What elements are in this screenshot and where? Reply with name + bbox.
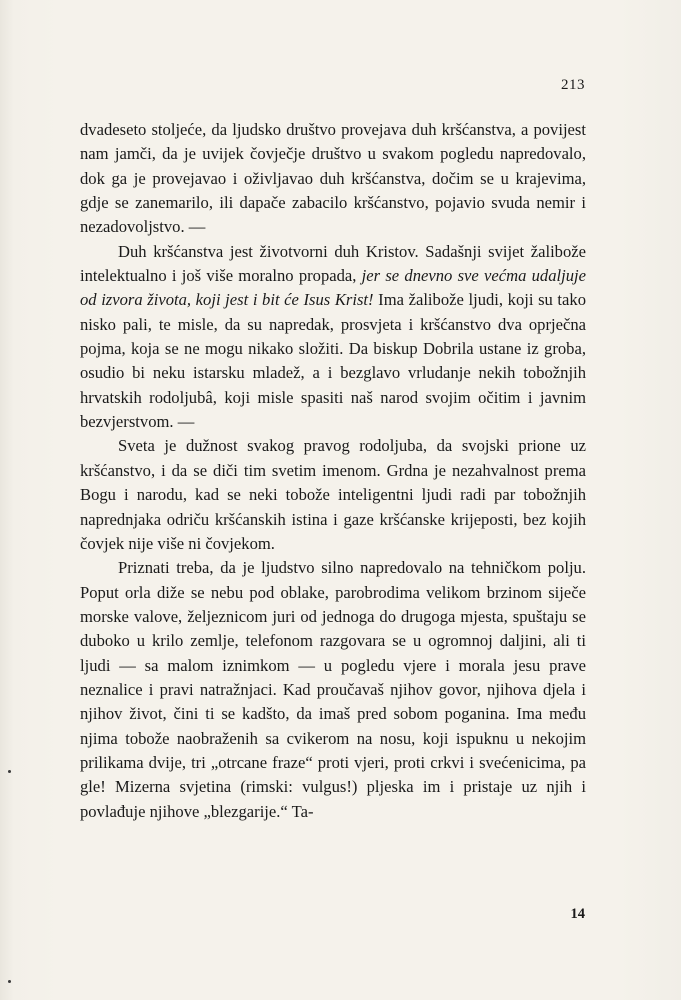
margin-speck: [8, 770, 11, 773]
paragraph-text: Priznati treba, da je ljudstvo silno napredovalo na tehničkom polju. Poput orla diže se nebu pod oblake, parobrodima velikom brzinom siječe morske valove, željeznicom juri od jednoga do drugoga mjesta, spuštaju se duboko u krilo zemlje, telefonom razgovara se u ogromnoj daljini, ali ti ljudi — sa malom iznimkom — u pogledu vjere i morala jesu prave neznalice i pravi natražnjaci. Kad proučavaš njihov govor, njihova djela i njihov život, čini ti se kadšto, da imaš pred sobom poganina. Ima među njima tobože naobraženih sa cvikerom na nosu, koji ispuknu u nekojim prilikama dvije, tri „otrcane fraze“ proti vjeri, proti crkvi i svećenicima, pa gle! Mizerna svjetina (rimski: vulgus!) pljeska im i pristaje uz njih i povlađuje njihove „blezgarije.“ Ta-: [80, 558, 586, 821]
paragraph: [80, 556, 586, 824]
body-text: [80, 118, 586, 824]
paragraph: [80, 434, 586, 556]
paragraph-text: Duh kršćanstva jest životvorni duh Kristov. Sadašnji svijet žalibože intelektualno i još više moralno propada,: [80, 241, 586, 286]
paragraph: [80, 118, 586, 240]
signature-mark: 14: [570, 906, 585, 922]
paragraph-text: Sveta je dužnost svakog pravog rodoljuba, da svojski prione uz kršćanstvo, i da se diči tim svetim imenom. Grdna je nezahvalnost prema Bogu i narodu, kad se neki tobože inteligentni ljudi radi par tobožnjih naprednjaka odriču kršćanskih istina i gaze kršćanske krijeposti, bez kojih čovjek nije više ni čovjekom.: [80, 436, 586, 553]
paragraph-text: Ima žalibože ljudi, koji su tako nisko pali, te misle, da su napredak, prosvjeta i kršćanstvo dva oprječna pojma, koja se ne mogu nikako složiti. Da biskup Dobrila ustane iz groba, osudio bi neku istarsku mladež, a i bezglavo vrludanje nekih tobožnjih hrvatskih rodoljubâ, koji misle spasiti naš narod svojim očitim i javnim bezvjerstvom. —: [80, 290, 586, 432]
margin-speck: [8, 980, 11, 983]
italic-emphasis: jer se dnevno sve većma udaljuje od izvora života, koji jest i bit će Isus Krist!: [80, 266, 586, 310]
page-number: 213: [561, 77, 585, 93]
paragraph-text: dvadeseto stoljeće, da ljudsko društvo provejava duh kršćanstva, a povijest nam jamči, da je uvijek čovječje društvo u svakom pogledu napredovalo, dok ga je provejavao i oživljavao duh kršćanstva, dočim se u krajevima, gdje se zanemarilo, ili dapače zabacilo kršćanstvo, pojavio svuda nemir i nezadovoljstvo. —: [80, 120, 586, 237]
paragraph: [80, 240, 586, 435]
